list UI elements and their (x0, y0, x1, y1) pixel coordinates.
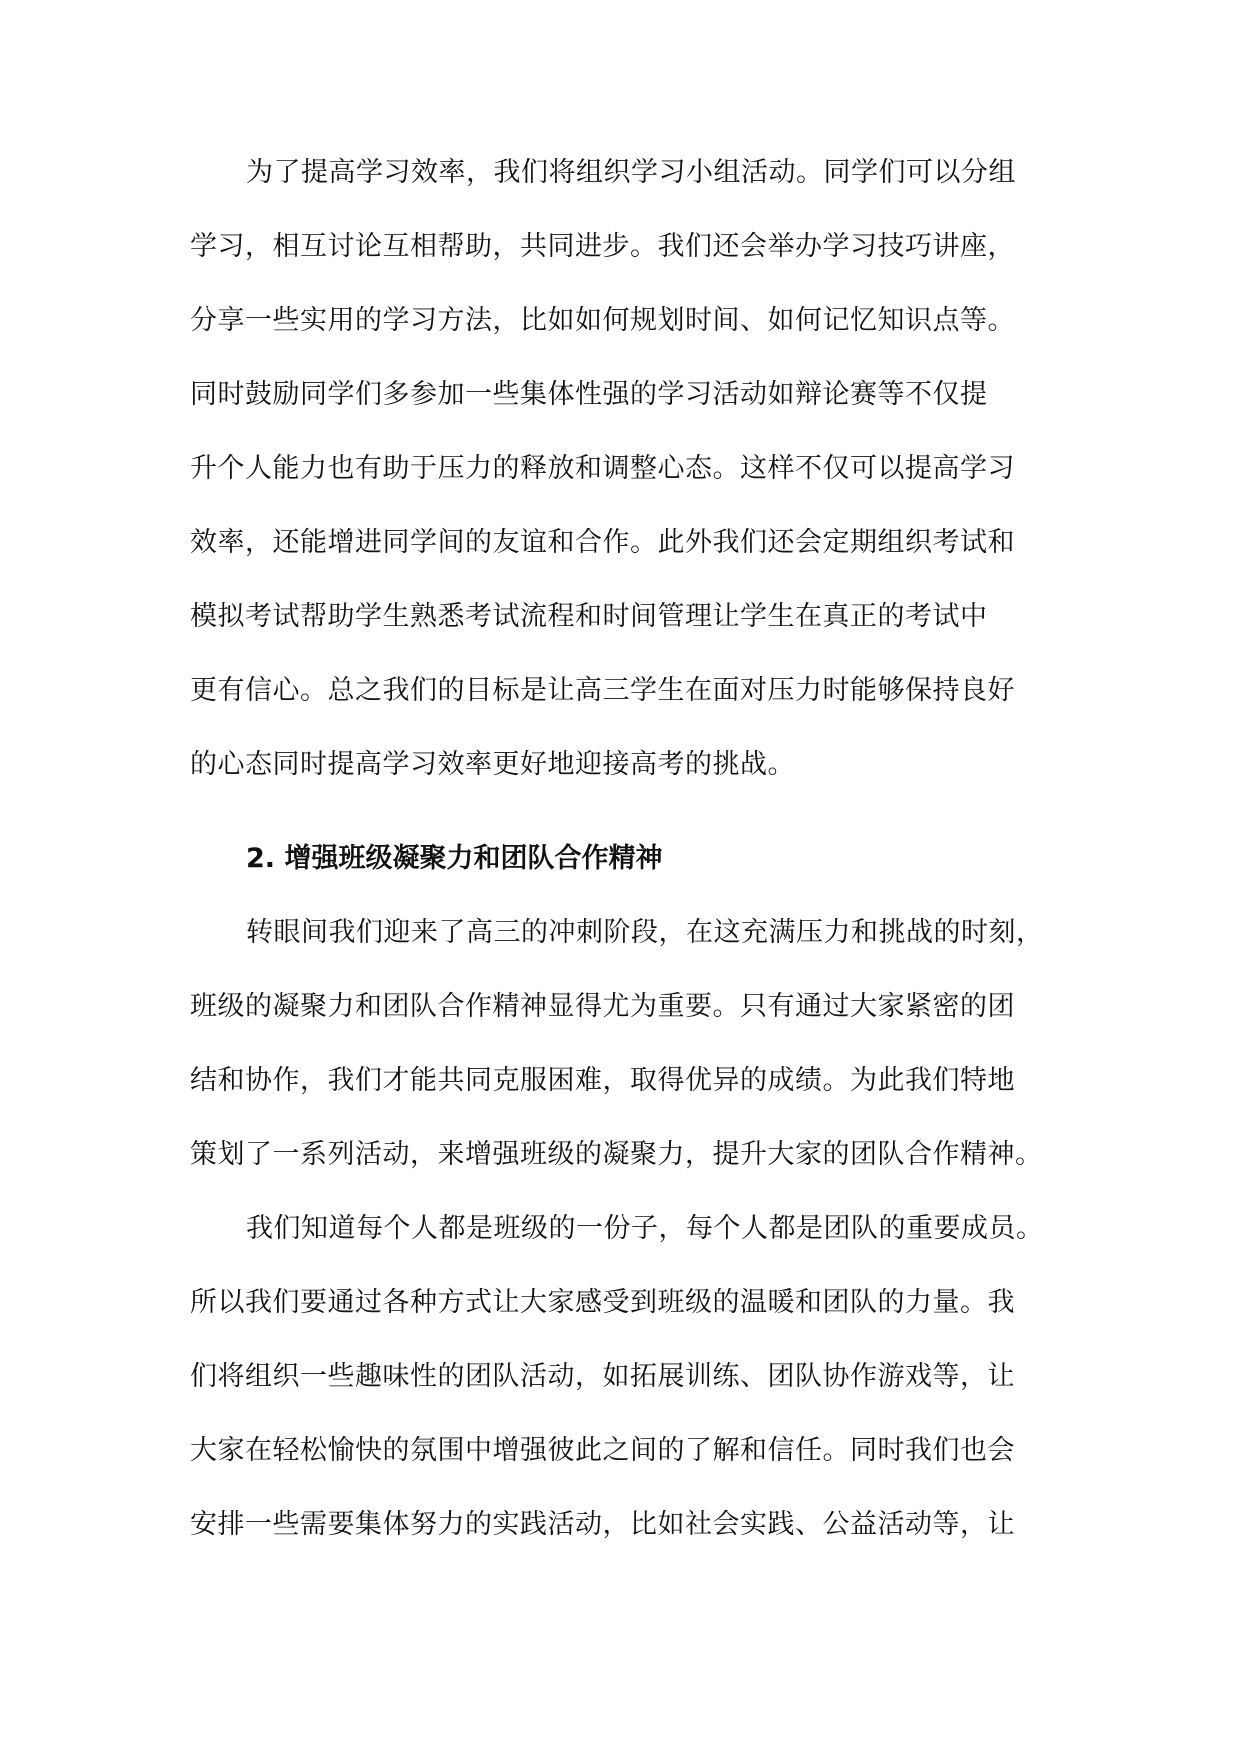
paragraph-line: 效率，还能增进同学间的友谊和合作。此外我们还会定期组织考试和 (190, 527, 1015, 558)
paragraph-line: 的心态同时提高学习效率更好地迎接高考的挑战。 (190, 749, 795, 780)
paragraph-line: 班级的凝聚力和团队合作精神显得尤为重要。只有通过大家紧密的团 (190, 991, 1015, 1022)
paragraph-line: 转眼间我们迎来了高三的冲刺阶段，在这充满压力和挑战的时刻， (246, 917, 1044, 948)
paragraph-line: 同时鼓励同学们多参加一些集体性强的学习活动如辩论赛等不仅提 (190, 379, 988, 410)
paragraph-line: 结和协作，我们才能共同克服困难，取得优异的成绩。为此我们特地 (190, 1065, 1015, 1096)
paragraph-line: 模拟考试帮助学生熟悉考试流程和时间管理让学生在真正的考试中 (190, 601, 988, 632)
paragraph-line: 策划了一系列活动，来增强班级的凝聚力，提升大家的团队合作精神。 (190, 1139, 1043, 1170)
section-heading: 2. 增强班级凝聚力和团队合作精神 (246, 843, 663, 874)
paragraph-line: 所以我们要通过各种方式让大家感受到班级的温暖和团队的力量。我 (190, 1287, 1015, 1318)
paragraph-line: 们将组织一些趣味性的团队活动，如拓展训练、团队协作游戏等，让 (190, 1361, 1015, 1392)
paragraph-line: 学习，相互讨论互相帮助，共同进步。我们还会举办学习技巧讲座， (190, 231, 1015, 262)
paragraph-line: 升个人能力也有助于压力的释放和调整心态。这样不仅可以提高学习 (190, 453, 1015, 484)
paragraph-line: 为了提高学习效率，我们将组织学习小组活动。同学们可以分组 (246, 157, 1016, 188)
paragraph-line: 我们知道每个人都是班级的一份子，每个人都是团队的重要成员。 (246, 1213, 1044, 1244)
paragraph-line: 分享一些实用的学习方法，比如如何规划时间、如何记忆知识点等。 (190, 305, 1015, 336)
paragraph-line: 大家在轻松愉快的氛围中增强彼此之间的了解和信任。同时我们也会 (190, 1435, 1015, 1466)
paragraph-line: 安排一些需要集体努力的实践活动，比如社会实践、公益活动等，让 (190, 1509, 1015, 1540)
paragraph-line: 更有信心。总之我们的目标是让高三学生在面对压力时能够保持良好 (190, 675, 1015, 706)
